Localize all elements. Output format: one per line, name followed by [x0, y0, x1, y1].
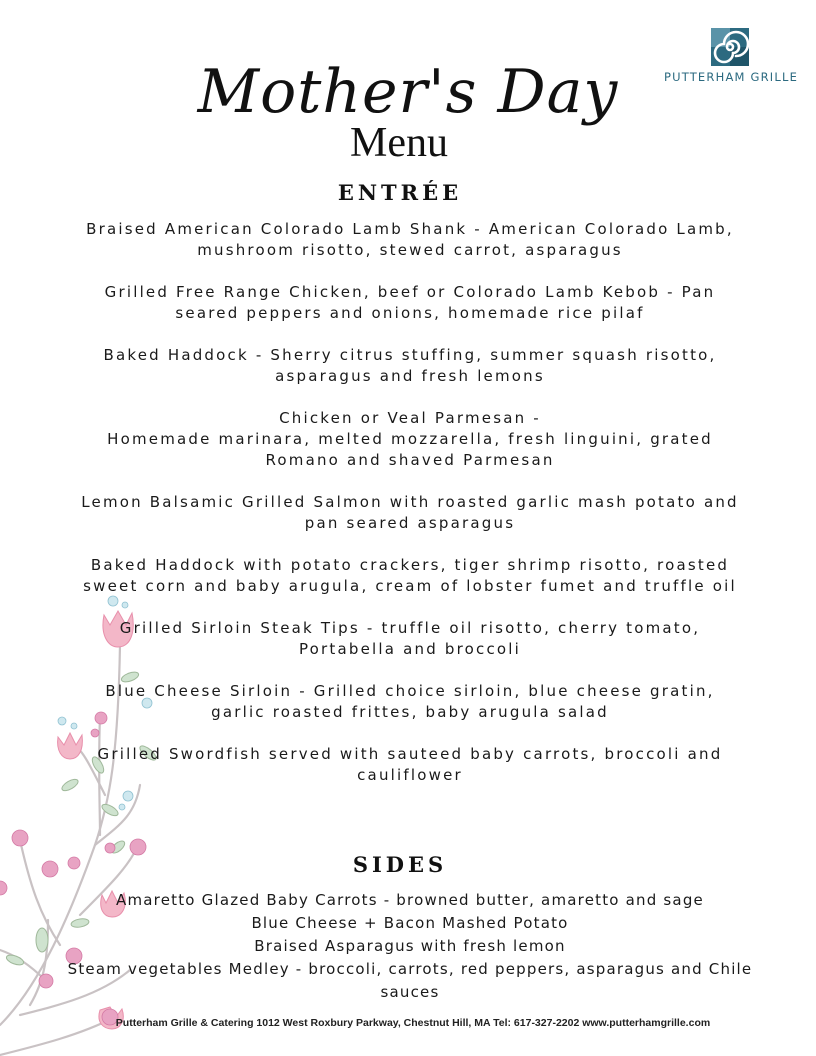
page-title: Mother's Day: [197, 57, 619, 127]
footer-contact: Putterham Grille & Catering 1012 West Roxbury Parkway, Chestnut Hill, MA Tel: 617-327-2202 www.putterhamgrille.com: [115, 1017, 711, 1029]
entree-item: Chicken or Veal Parmesan - Homemade marinara, melted mozzarella, fresh linguini, grated Romano and shaved Parmesan: [107, 409, 713, 469]
entree-item: Braised American Colorado Lamb Shank - American Colorado Lamb, mushroom risotto, stewed carrot, asparagus: [86, 220, 734, 259]
sides-list: [60, 889, 760, 1004]
side-item: Steam vegetables Medley - broccoli, carrots, red peppers, asparagus and Chile sauces: [67, 960, 753, 1001]
entree-heading: ENTRÉE: [337, 180, 463, 205]
side-item: Braised Asparagus with fresh lemon: [254, 937, 566, 955]
entree-item: Baked Haddock with potato crackers, tiger shrimp risotto, roasted sweet corn and baby arugula, cream of lobster fumet and truffle oil: [83, 556, 737, 595]
entree-item: Grilled Sirloin Steak Tips - truffle oil risotto, cherry tomato, Portabella and broccoli: [119, 619, 701, 658]
sides-heading: SIDES: [352, 852, 448, 877]
side-item: Blue Cheese + Bacon Mashed Potato: [251, 914, 569, 932]
entree-item: Grilled Swordfish served with sauteed baby carrots, broccoli and cauliflower: [97, 745, 723, 784]
entree-item: Baked Haddock - Sherry citrus stuffing, summer squash risotto, asparagus and fresh lemons: [103, 346, 717, 385]
entree-list: [80, 219, 740, 807]
entree-item: Grilled Free Range Chicken, beef or Colorado Lamb Kebob - Pan seared peppers and onions, homemade rice pilaf: [104, 283, 716, 322]
brand-name: PUTTERHAM GRILLE: [663, 70, 799, 84]
entree-item: Blue Cheese Sirloin - Grilled choice sirloin, blue cheese gratin, garlic roasted frittes, baby arugula salad: [105, 682, 715, 721]
side-item: Amaretto Glazed Baby Carrots - browned butter, amaretto and sage: [116, 891, 704, 909]
page-subtitle: Menu: [350, 120, 448, 166]
entree-item: Lemon Balsamic Grilled Salmon with roasted garlic mash potato and pan seared asparagus: [81, 493, 739, 532]
